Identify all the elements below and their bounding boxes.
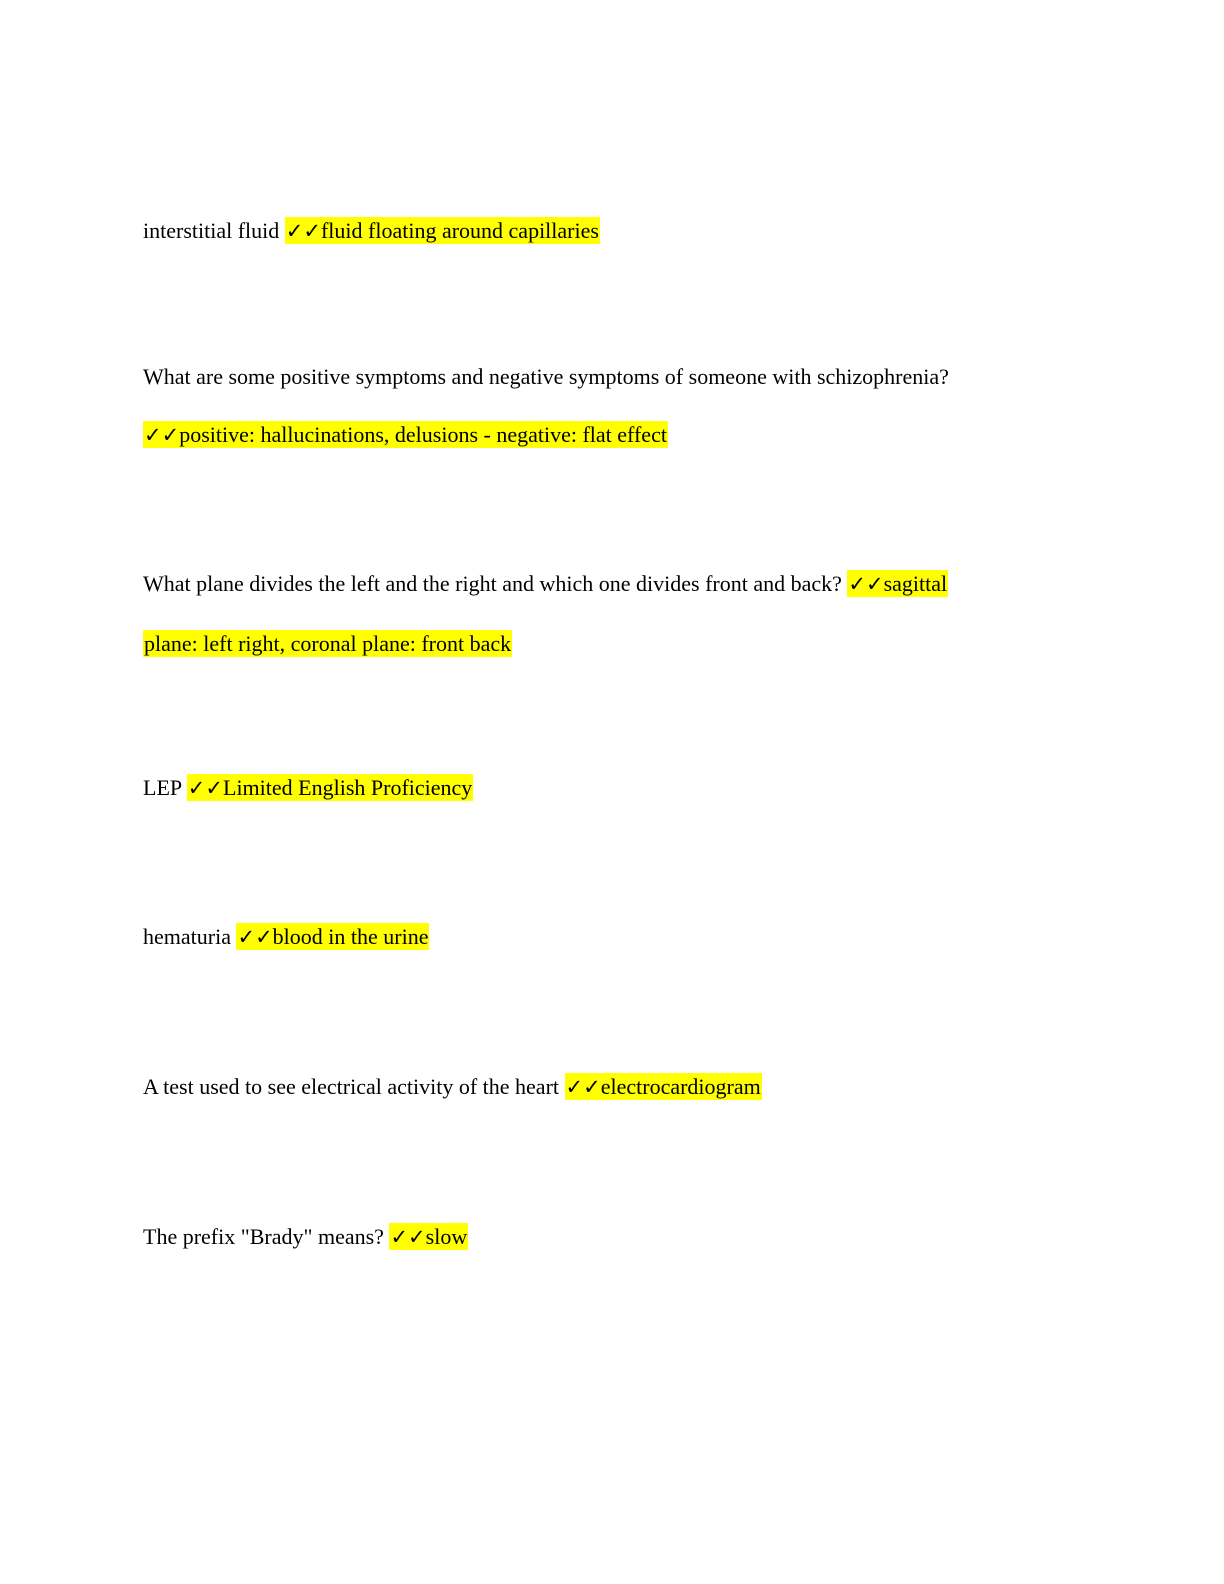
- card-term: interstitial fluid: [143, 218, 280, 243]
- double-check-icon: ✓✓: [565, 1075, 601, 1099]
- card-5: [143, 921, 429, 953]
- card-term: LEP: [143, 775, 182, 800]
- card-7: [143, 1221, 468, 1253]
- card-answer: electrocardiogram: [600, 1074, 761, 1099]
- card-2-answer: [143, 419, 668, 451]
- answer-highlight: [187, 774, 474, 801]
- double-check-icon: ✓✓: [144, 423, 180, 447]
- answer-highlight: [285, 217, 600, 244]
- double-check-icon: ✓✓: [187, 776, 223, 800]
- card-term: A test used to see electrical activity of the heart: [143, 1074, 560, 1099]
- card-3-question: [143, 568, 948, 600]
- card-answer: sagittal: [883, 571, 948, 596]
- card-term: The prefix "Brady" means?: [143, 1224, 384, 1249]
- double-check-icon: ✓✓: [390, 1225, 426, 1249]
- answer-highlight: [389, 1223, 468, 1250]
- card-term: hematuria: [143, 924, 231, 949]
- card-answer: blood in the urine: [272, 924, 429, 949]
- answer-highlight: [143, 421, 668, 448]
- card-3-answer-continued: [143, 628, 512, 660]
- card-2-question: [143, 361, 949, 393]
- card-answer: positive: hallucinations, delusions - negative: flat effect: [179, 422, 667, 447]
- card-term: What plane divides the left and the right and which one divides front and back?: [143, 571, 842, 596]
- card-answer: fluid floating around capillaries: [320, 218, 599, 243]
- double-check-icon: ✓✓: [285, 219, 321, 243]
- double-check-icon: ✓✓: [237, 925, 273, 949]
- answer-highlight: plane: left right, coronal plane: front back: [144, 631, 512, 656]
- answer-highlight: [565, 1073, 762, 1100]
- card-term: What are some positive symptoms and negative symptoms of someone with schizophrenia?: [143, 364, 949, 389]
- card-answer: Limited English Proficiency: [223, 775, 473, 800]
- card-1: [143, 215, 600, 247]
- double-check-icon: ✓✓: [848, 572, 884, 596]
- card-answer: slow: [425, 1224, 468, 1249]
- card-6: [143, 1071, 762, 1103]
- answer-highlight: [236, 923, 429, 950]
- card-4: [143, 772, 473, 804]
- answer-highlight: [847, 570, 948, 597]
